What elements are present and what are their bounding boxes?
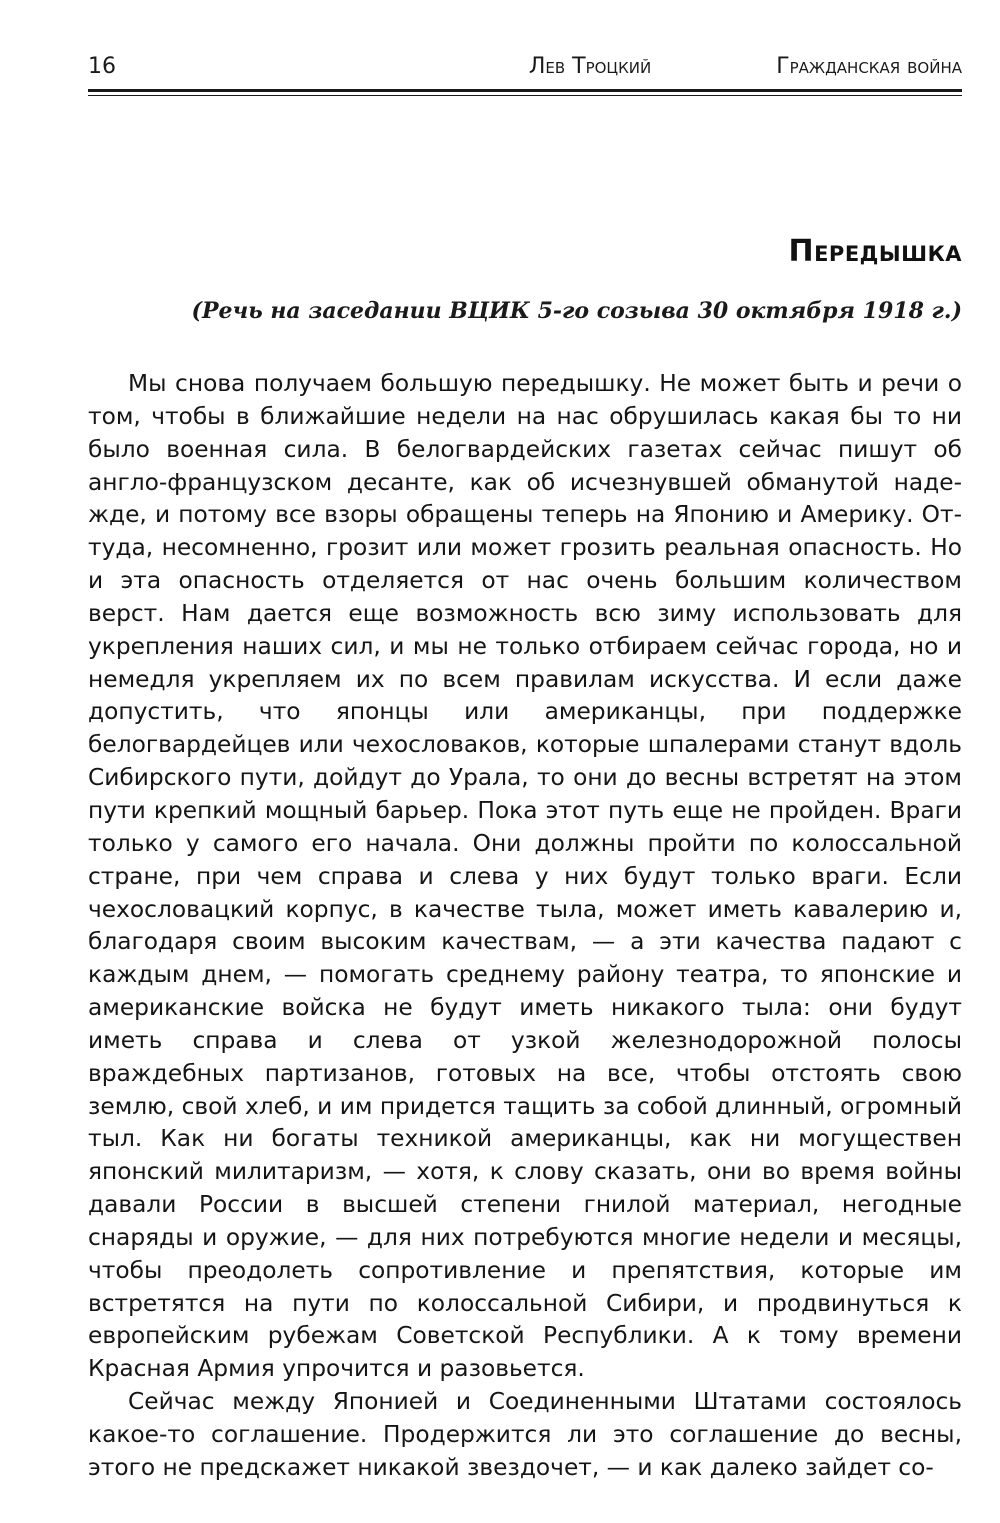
header-rule-thin [88,95,962,96]
chapter-title: Передышка [788,234,962,269]
paragraph: Мы снова получаем большую передышку. Не может быть и речи о том, чтобы в ближайшие недели на нас обрушилась какая бы то ни было военная сила. В белогвардейских газетах сейчас пишут об англо-французском десанте, как об исчезнувшей обманутой надежде, и потому все взоры обращены теперь на Японию и Америку. Оттуда, несомненно, грозит или может грозить реальная опасность. Но и эта опасность отделяется от нас очень большим количеством верст. Нам дается еще возможность всю зиму использовать для укрепления наших сил, и мы не только отбираем сейчас города, но и немедля укрепляем их по всем правилам искусства. И если даже допустить, что японцы или американцы, при поддержке белогвардейцев или чехословаков, которые шпалерами станут вдоль Сибирского пути, дойдут до Урала, то они до весны встретят на этом пути крепкий мощный барьер. Пока этот путь еще не пройден. Враги только у самого его начала. Они должны пройти по колоссальной стране, при чем справа и слева у них будут только враги. Если чехословацкий корпус, в качестве тыла, может иметь кавалерию и, благодаря своим высоким качествам, — а эти качества падают с каждым днем, — помогать среднему району театра, то японские и американские войска не будут иметь никакого тыла: они будут иметь справа и слева от узкой железнодорожной полосы враждебных партизанов, готовых на все, чтобы отстоять свою землю, свой хлеб, и им придется тащить за собой длинный, огромный тыл. Как ни богаты техникой американцы, как ни могуществен японский милитаризм, — хотя, к слову сказать, они во время войны давали России в высшей степени гнилой материал, негодные снаряды и оружие, — для них потребуются многие недели и месяцы, чтобы преодолеть сопротивление и препятствия, которые им встретятся на пути по колоссальной Сибири, и продвинуться к европейским рубежам Советской Республики. А к тому времени Красная Армия упрочится и разовьется. [88,370,962,1383]
header-book-title: Гражданская война [776,54,962,79]
paragraph: Сейчас между Японией и Соединенными Штатами состоялось какое-то соглашение. Продержится ли это соглашение до весны, этого не предскажет никакой звездочет, — и как далеко зайдет со- [88,1388,962,1481]
header-author: Лев Троцкий [528,54,652,79]
running-header [88,50,962,84]
chapter-subtitle: (Речь на заседании ВЦИК 5-го созыва 30 октября 1918 г.) [191,298,962,324]
header-rule-thick [88,89,962,92]
body-text [88,368,962,1485]
page-number: 16 [88,54,116,79]
